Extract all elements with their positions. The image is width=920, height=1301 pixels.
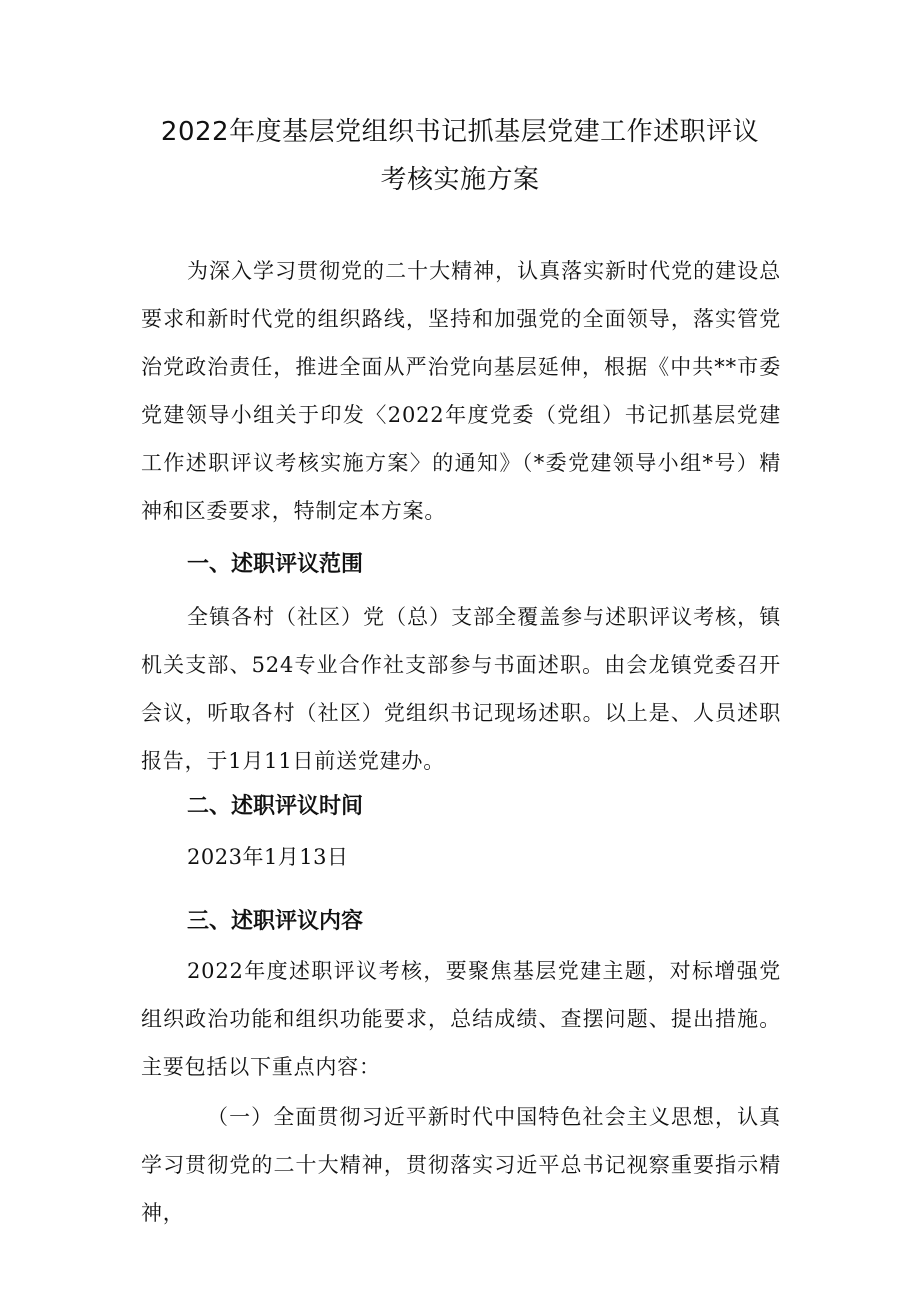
section1-heading: 一、述职评议范围 xyxy=(187,552,364,577)
section1-paragraph: 全镇各村（社区）党（总）支部全覆盖参与述职评议考核，镇机关支部、524专业合作社支部参与书面述职。由会龙镇党委召开会议，听取各村（社区）党组织书记现场述职。以上是、人员述职报告，于1月11日前送党建办。 xyxy=(141,605,781,773)
section3-paragraph: 2022年度述职评议考核，要聚焦基层党建主题，对标增强党组织政治功能和组织功能要求，总结成绩、查摆问题、提出措施。主要包括以下重点内容： xyxy=(141,959,781,1079)
document-title-line1: 2022年度基层党组织书记抓基层党建工作述职评议 xyxy=(160,117,760,147)
section2-heading: 二、述职评议时间 xyxy=(187,794,364,819)
intro-paragraph: 为深入学习贯彻党的二十大精神，认真落实新时代党的建设总要求和新时代党的组织路线，坚持和加强党的全面领导，落实管党治党政治责任，推进全面从严治党向基层延伸，根据《中共**市委党建领导小组关于印发〈2022年度党委（党组）书记抓基层党建工作述职评议考核实施方案〉的通知》（*委党建领导小组*号）精神和区委要求，特制定本方案。 xyxy=(141,259,781,523)
section2-date: 2023年1月13日 xyxy=(187,845,349,869)
section3-item1: （一）全面贯彻习近平新时代中国特色社会主义思想，认真学习贯彻党的二十大精神，贯彻落实习近平总书记视察重要指示精神， xyxy=(141,1105,781,1225)
section3-heading: 三、述职评议内容 xyxy=(187,909,364,934)
document-title-line2: 考核实施方案 xyxy=(380,165,540,195)
